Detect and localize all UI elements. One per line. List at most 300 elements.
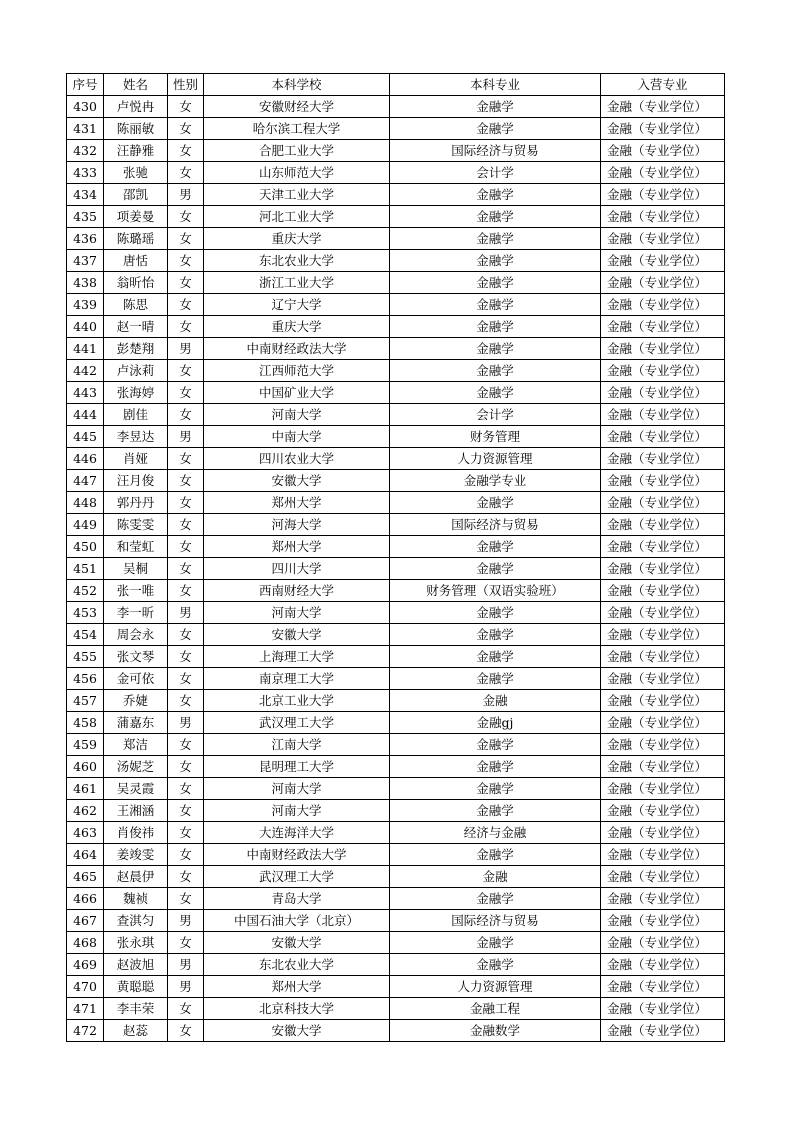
cell-major: 金融 <box>390 866 601 888</box>
cell-program: 金融（专业学位） <box>601 910 725 932</box>
cell-gender: 女 <box>168 272 204 294</box>
cell-major: 金融工程 <box>390 998 601 1020</box>
cell-name: 魏祯 <box>104 888 168 910</box>
cell-id: 440 <box>67 316 104 338</box>
cell-program: 金融（专业学位） <box>601 536 725 558</box>
cell-gender: 女 <box>168 470 204 492</box>
cell-school: 河南大学 <box>204 602 390 624</box>
cell-school: 安徽大学 <box>204 624 390 646</box>
cell-id: 464 <box>67 844 104 866</box>
cell-name: 周会永 <box>104 624 168 646</box>
cell-program: 金融（专业学位） <box>601 338 725 360</box>
table-row <box>67 118 725 140</box>
cell-name: 汪静雅 <box>104 140 168 162</box>
table-row <box>67 910 725 932</box>
cell-name: 查淇匀 <box>104 910 168 932</box>
cell-school: 江西师范大学 <box>204 360 390 382</box>
header-school: 本科学校 <box>204 74 390 96</box>
cell-major: 金融 <box>390 690 601 712</box>
table-row <box>67 140 725 162</box>
cell-id: 469 <box>67 954 104 976</box>
cell-school: 西南财经大学 <box>204 580 390 602</box>
cell-program: 金融（专业学位） <box>601 932 725 954</box>
cell-id: 457 <box>67 690 104 712</box>
cell-major: 会计学 <box>390 404 601 426</box>
cell-id: 458 <box>67 712 104 734</box>
table-row <box>67 426 725 448</box>
cell-gender: 女 <box>168 734 204 756</box>
cell-program: 金融（专业学位） <box>601 712 725 734</box>
cell-school: 北京科技大学 <box>204 998 390 1020</box>
cell-id: 441 <box>67 338 104 360</box>
cell-major: 人力资源管理 <box>390 448 601 470</box>
cell-gender: 女 <box>168 800 204 822</box>
cell-id: 468 <box>67 932 104 954</box>
cell-gender: 女 <box>168 822 204 844</box>
cell-school: 南京理工大学 <box>204 668 390 690</box>
cell-id: 467 <box>67 910 104 932</box>
cell-major: 金融学 <box>390 602 601 624</box>
cell-major: 金融学 <box>390 118 601 140</box>
cell-id: 453 <box>67 602 104 624</box>
cell-gender: 女 <box>168 690 204 712</box>
cell-name: 陈丽敏 <box>104 118 168 140</box>
cell-major: 金融学 <box>390 228 601 250</box>
cell-name: 肖娅 <box>104 448 168 470</box>
cell-name: 王湘涵 <box>104 800 168 822</box>
table-row <box>67 778 725 800</box>
cell-major: 财务管理 <box>390 426 601 448</box>
cell-major: 金融学 <box>390 932 601 954</box>
cell-name: 陈璐瑶 <box>104 228 168 250</box>
cell-gender: 女 <box>168 96 204 118</box>
cell-id: 471 <box>67 998 104 1020</box>
cell-major: 金融数学 <box>390 1020 601 1042</box>
cell-program: 金融（专业学位） <box>601 954 725 976</box>
cell-gender: 女 <box>168 140 204 162</box>
cell-program: 金融（专业学位） <box>601 624 725 646</box>
cell-id: 462 <box>67 800 104 822</box>
cell-major: 金融学 <box>390 624 601 646</box>
cell-program: 金融（专业学位） <box>601 580 725 602</box>
cell-school: 郑州大学 <box>204 536 390 558</box>
cell-id: 472 <box>67 1020 104 1042</box>
cell-program: 金融（专业学位） <box>601 778 725 800</box>
table-row <box>67 382 725 404</box>
cell-major: 金融学 <box>390 756 601 778</box>
cell-name: 汪月俊 <box>104 470 168 492</box>
cell-name: 张文琴 <box>104 646 168 668</box>
header-id: 序号 <box>67 74 104 96</box>
cell-major: 金融学 <box>390 734 601 756</box>
cell-gender: 女 <box>168 492 204 514</box>
cell-gender: 女 <box>168 998 204 1020</box>
cell-school: 辽宁大学 <box>204 294 390 316</box>
cell-name: 汤妮芝 <box>104 756 168 778</box>
cell-program: 金融（专业学位） <box>601 382 725 404</box>
cell-name: 金可依 <box>104 668 168 690</box>
table-row <box>67 954 725 976</box>
cell-program: 金融（专业学位） <box>601 492 725 514</box>
cell-school: 安徽大学 <box>204 932 390 954</box>
table-row <box>67 998 725 1020</box>
table-row <box>67 690 725 712</box>
cell-major: 国际经济与贸易 <box>390 910 601 932</box>
table-row <box>67 360 725 382</box>
cell-name: 黄聪聪 <box>104 976 168 998</box>
cell-gender: 男 <box>168 426 204 448</box>
cell-id: 466 <box>67 888 104 910</box>
cell-id: 433 <box>67 162 104 184</box>
cell-name: 赵晨伊 <box>104 866 168 888</box>
cell-school: 中南财经政法大学 <box>204 844 390 866</box>
cell-id: 439 <box>67 294 104 316</box>
table-row <box>67 888 725 910</box>
cell-id: 432 <box>67 140 104 162</box>
cell-id: 470 <box>67 976 104 998</box>
cell-name: 姜竣雯 <box>104 844 168 866</box>
table-row <box>67 206 725 228</box>
table-row <box>67 162 725 184</box>
table-row <box>67 536 725 558</box>
cell-name: 郑洁 <box>104 734 168 756</box>
cell-id: 463 <box>67 822 104 844</box>
cell-program: 金融（专业学位） <box>601 96 725 118</box>
header-name: 姓名 <box>104 74 168 96</box>
cell-program: 金融（专业学位） <box>601 976 725 998</box>
table-row <box>67 756 725 778</box>
cell-gender: 女 <box>168 778 204 800</box>
cell-major: 经济与金融 <box>390 822 601 844</box>
cell-program: 金融（专业学位） <box>601 360 725 382</box>
cell-program: 金融（专业学位） <box>601 690 725 712</box>
table-row <box>67 272 725 294</box>
cell-gender: 女 <box>168 250 204 272</box>
cell-name: 郭丹丹 <box>104 492 168 514</box>
cell-gender: 女 <box>168 228 204 250</box>
cell-major: 国际经济与贸易 <box>390 514 601 536</box>
cell-name: 陈雯雯 <box>104 514 168 536</box>
table-row <box>67 250 725 272</box>
cell-name: 邵凯 <box>104 184 168 206</box>
cell-name: 张驰 <box>104 162 168 184</box>
cell-gender: 女 <box>168 932 204 954</box>
cell-school: 哈尔滨工程大学 <box>204 118 390 140</box>
cell-school: 四川大学 <box>204 558 390 580</box>
cell-school: 中国石油大学（北京） <box>204 910 390 932</box>
cell-id: 456 <box>67 668 104 690</box>
cell-gender: 女 <box>168 404 204 426</box>
table-row <box>67 866 725 888</box>
cell-name: 张永琪 <box>104 932 168 954</box>
cell-major: 金融学 <box>390 338 601 360</box>
cell-id: 438 <box>67 272 104 294</box>
cell-program: 金融（专业学位） <box>601 998 725 1020</box>
cell-school: 重庆大学 <box>204 316 390 338</box>
table-row <box>67 844 725 866</box>
cell-program: 金融（专业学位） <box>601 228 725 250</box>
cell-name: 和莹虹 <box>104 536 168 558</box>
cell-id: 460 <box>67 756 104 778</box>
cell-school: 江南大学 <box>204 734 390 756</box>
cell-program: 金融（专业学位） <box>601 118 725 140</box>
cell-name: 项姜曼 <box>104 206 168 228</box>
cell-major: 金融学 <box>390 96 601 118</box>
cell-name: 吴灵霞 <box>104 778 168 800</box>
table-row <box>67 514 725 536</box>
cell-school: 武汉理工大学 <box>204 712 390 734</box>
cell-name: 剧佳 <box>104 404 168 426</box>
header-program: 入营专业 <box>601 74 725 96</box>
cell-major: 金融学 <box>390 492 601 514</box>
cell-program: 金融（专业学位） <box>601 250 725 272</box>
cell-school: 上海理工大学 <box>204 646 390 668</box>
cell-name: 李昱达 <box>104 426 168 448</box>
cell-school: 河海大学 <box>204 514 390 536</box>
cell-gender: 男 <box>168 976 204 998</box>
cell-gender: 女 <box>168 646 204 668</box>
cell-gender: 女 <box>168 294 204 316</box>
cell-major: 金融学 <box>390 206 601 228</box>
cell-school: 天津工业大学 <box>204 184 390 206</box>
cell-gender: 女 <box>168 580 204 602</box>
table-row <box>67 404 725 426</box>
cell-name: 陈思 <box>104 294 168 316</box>
table-row <box>67 624 725 646</box>
cell-gender: 女 <box>168 118 204 140</box>
cell-major: 金融学专业 <box>390 470 601 492</box>
cell-name: 张一唯 <box>104 580 168 602</box>
table-row <box>67 580 725 602</box>
cell-gender: 女 <box>168 844 204 866</box>
cell-id: 442 <box>67 360 104 382</box>
cell-name: 翁昕怡 <box>104 272 168 294</box>
table-row <box>67 822 725 844</box>
cell-gender: 女 <box>168 866 204 888</box>
table-row <box>67 932 725 954</box>
cell-program: 金融（专业学位） <box>601 448 725 470</box>
table-row <box>67 602 725 624</box>
cell-major: 国际经济与贸易 <box>390 140 601 162</box>
cell-program: 金融（专业学位） <box>601 206 725 228</box>
table-row <box>67 558 725 580</box>
cell-program: 金融（专业学位） <box>601 866 725 888</box>
cell-school: 昆明理工大学 <box>204 756 390 778</box>
cell-id: 435 <box>67 206 104 228</box>
cell-major: 金融学 <box>390 250 601 272</box>
cell-major: 金融学 <box>390 294 601 316</box>
cell-major: 会计学 <box>390 162 601 184</box>
cell-school: 山东师范大学 <box>204 162 390 184</box>
cell-name: 张海婷 <box>104 382 168 404</box>
cell-name: 赵一晴 <box>104 316 168 338</box>
cell-id: 443 <box>67 382 104 404</box>
cell-major: 金融学 <box>390 558 601 580</box>
cell-name: 唐恬 <box>104 250 168 272</box>
cell-name: 吴桐 <box>104 558 168 580</box>
cell-id: 449 <box>67 514 104 536</box>
cell-name: 赵波旭 <box>104 954 168 976</box>
cell-program: 金融（专业学位） <box>601 800 725 822</box>
cell-program: 金融（专业学位） <box>601 844 725 866</box>
cell-gender: 女 <box>168 514 204 536</box>
cell-id: 434 <box>67 184 104 206</box>
cell-program: 金融（专业学位） <box>601 404 725 426</box>
cell-major: 金融学 <box>390 272 601 294</box>
cell-id: 459 <box>67 734 104 756</box>
cell-gender: 男 <box>168 910 204 932</box>
cell-id: 448 <box>67 492 104 514</box>
table-row <box>67 712 725 734</box>
cell-gender: 女 <box>168 624 204 646</box>
cell-program: 金融（专业学位） <box>601 316 725 338</box>
cell-id: 455 <box>67 646 104 668</box>
cell-gender: 女 <box>168 888 204 910</box>
cell-id: 445 <box>67 426 104 448</box>
cell-program: 金融（专业学位） <box>601 668 725 690</box>
table-row <box>67 470 725 492</box>
table-row <box>67 96 725 118</box>
cell-name: 彭楚翔 <box>104 338 168 360</box>
cell-program: 金融（专业学位） <box>601 734 725 756</box>
table-row <box>67 976 725 998</box>
cell-id: 444 <box>67 404 104 426</box>
cell-name: 李丰荣 <box>104 998 168 1020</box>
table-header <box>67 74 725 96</box>
cell-major: 金融学 <box>390 800 601 822</box>
cell-program: 金融（专业学位） <box>601 184 725 206</box>
cell-id: 450 <box>67 536 104 558</box>
cell-program: 金融（专业学位） <box>601 558 725 580</box>
cell-gender: 女 <box>168 536 204 558</box>
cell-major: 财务管理（双语实验班） <box>390 580 601 602</box>
cell-id: 446 <box>67 448 104 470</box>
table-row <box>67 294 725 316</box>
header-major: 本科专业 <box>390 74 601 96</box>
cell-gender: 女 <box>168 668 204 690</box>
cell-gender: 女 <box>168 558 204 580</box>
cell-id: 454 <box>67 624 104 646</box>
cell-gender: 女 <box>168 1020 204 1042</box>
header-gender: 性别 <box>168 74 204 96</box>
cell-major: 金融学 <box>390 184 601 206</box>
cell-gender: 女 <box>168 756 204 778</box>
table-row <box>67 338 725 360</box>
cell-school: 河南大学 <box>204 404 390 426</box>
cell-major: 人力资源管理 <box>390 976 601 998</box>
cell-program: 金融（专业学位） <box>601 1020 725 1042</box>
cell-program: 金融（专业学位） <box>601 822 725 844</box>
cell-school: 合肥工业大学 <box>204 140 390 162</box>
cell-major: 金融学 <box>390 844 601 866</box>
cell-program: 金融（专业学位） <box>601 888 725 910</box>
cell-program: 金融（专业学位） <box>601 756 725 778</box>
cell-name: 李一昕 <box>104 602 168 624</box>
cell-id: 447 <box>67 470 104 492</box>
cell-gender: 男 <box>168 338 204 360</box>
table-row <box>67 734 725 756</box>
cell-major: 金融学 <box>390 360 601 382</box>
cell-gender: 女 <box>168 360 204 382</box>
cell-name: 肖俊祎 <box>104 822 168 844</box>
cell-gender: 女 <box>168 162 204 184</box>
cell-school: 安徽大学 <box>204 470 390 492</box>
cell-program: 金融（专业学位） <box>601 426 725 448</box>
cell-name: 卢泳莉 <box>104 360 168 382</box>
cell-program: 金融（专业学位） <box>601 162 725 184</box>
cell-gender: 女 <box>168 316 204 338</box>
cell-id: 431 <box>67 118 104 140</box>
table-body <box>67 96 725 1042</box>
cell-name: 卢悦冉 <box>104 96 168 118</box>
cell-major: 金融学 <box>390 668 601 690</box>
cell-gender: 女 <box>168 448 204 470</box>
cell-school: 安徽大学 <box>204 1020 390 1042</box>
cell-school: 河南大学 <box>204 800 390 822</box>
admission-roster-table <box>66 73 725 1042</box>
cell-major: 金融学 <box>390 778 601 800</box>
cell-gender: 男 <box>168 712 204 734</box>
table-row <box>67 492 725 514</box>
cell-school: 郑州大学 <box>204 492 390 514</box>
table-row <box>67 668 725 690</box>
cell-school: 河南大学 <box>204 778 390 800</box>
cell-program: 金融（专业学位） <box>601 602 725 624</box>
cell-school: 四川农业大学 <box>204 448 390 470</box>
cell-id: 437 <box>67 250 104 272</box>
cell-name: 蒲嘉东 <box>104 712 168 734</box>
cell-major: 金融学 <box>390 646 601 668</box>
table-row <box>67 646 725 668</box>
cell-school: 北京工业大学 <box>204 690 390 712</box>
cell-major: 金融学 <box>390 316 601 338</box>
cell-school: 重庆大学 <box>204 228 390 250</box>
cell-school: 浙江工业大学 <box>204 272 390 294</box>
cell-name: 乔婕 <box>104 690 168 712</box>
cell-school: 武汉理工大学 <box>204 866 390 888</box>
table-row <box>67 800 725 822</box>
cell-id: 430 <box>67 96 104 118</box>
cell-name: 赵蕊 <box>104 1020 168 1042</box>
cell-id: 465 <box>67 866 104 888</box>
table-row <box>67 1020 725 1042</box>
cell-school: 安徽财经大学 <box>204 96 390 118</box>
cell-school: 中南财经政法大学 <box>204 338 390 360</box>
cell-school: 中南大学 <box>204 426 390 448</box>
cell-gender: 女 <box>168 206 204 228</box>
table-row <box>67 228 725 250</box>
cell-program: 金融（专业学位） <box>601 646 725 668</box>
cell-major: 金融学 <box>390 382 601 404</box>
cell-id: 451 <box>67 558 104 580</box>
cell-school: 中国矿业大学 <box>204 382 390 404</box>
cell-program: 金融（专业学位） <box>601 140 725 162</box>
cell-program: 金融（专业学位） <box>601 294 725 316</box>
cell-gender: 女 <box>168 382 204 404</box>
cell-program: 金融（专业学位） <box>601 514 725 536</box>
cell-program: 金融（专业学位） <box>601 272 725 294</box>
cell-major: 金融gj <box>390 712 601 734</box>
cell-gender: 男 <box>168 184 204 206</box>
table-row <box>67 184 725 206</box>
cell-school: 东北农业大学 <box>204 250 390 272</box>
table-row <box>67 316 725 338</box>
cell-major: 金融学 <box>390 954 601 976</box>
cell-id: 452 <box>67 580 104 602</box>
cell-school: 东北农业大学 <box>204 954 390 976</box>
cell-gender: 男 <box>168 602 204 624</box>
cell-id: 461 <box>67 778 104 800</box>
